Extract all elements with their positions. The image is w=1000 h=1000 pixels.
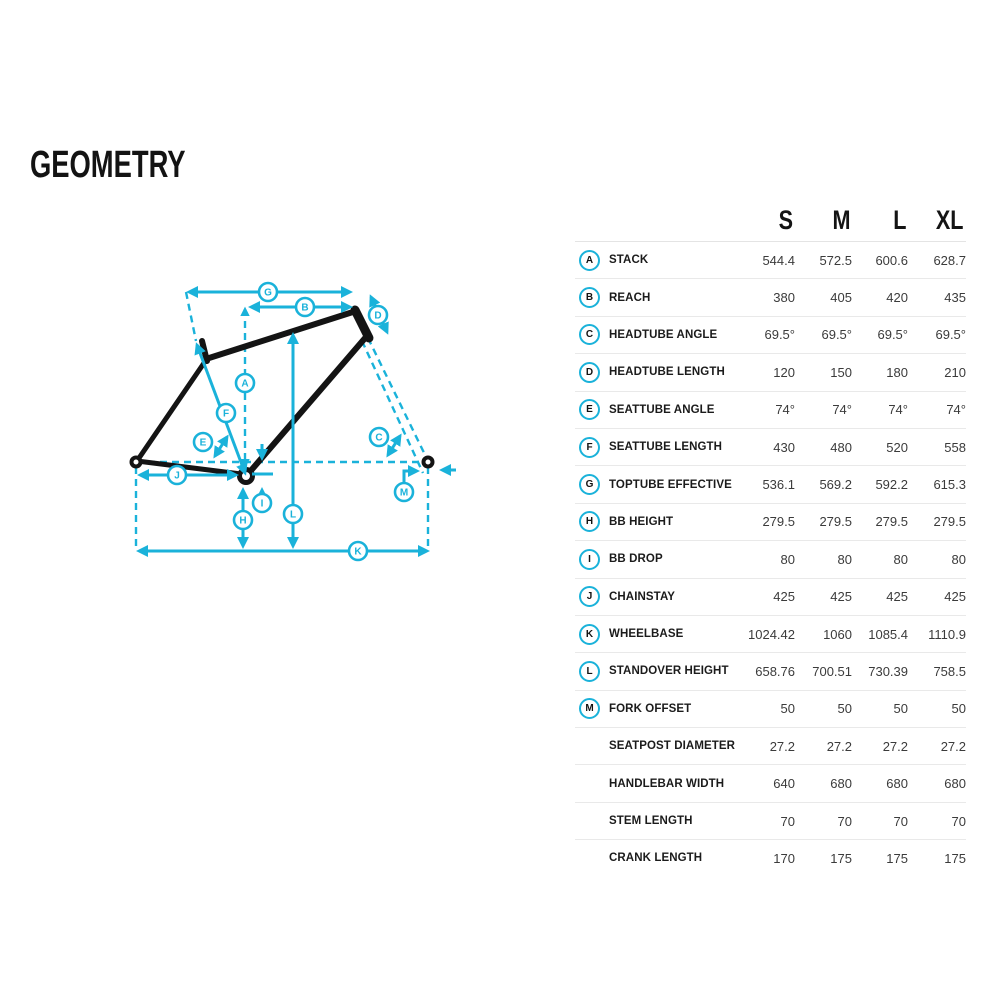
row-value: 70 [893, 813, 908, 829]
row-badge [579, 586, 600, 607]
row-badge [579, 250, 600, 271]
size-header-row [575, 200, 966, 242]
row-value: 50 [837, 701, 852, 717]
table-row [575, 803, 966, 840]
row-value: 69.5° [935, 327, 966, 343]
table-row [575, 279, 966, 316]
svg-text:C: C [375, 432, 383, 444]
row-value: 435 [944, 290, 966, 306]
row-label: CRANK LENGTH [609, 852, 703, 865]
row-value: 758.5 [933, 663, 966, 679]
row-value: 730.39 [868, 663, 908, 679]
row-value: 536.1 [762, 477, 795, 493]
row-label: SEATTUBE LENGTH [609, 441, 723, 454]
row-value: 544.4 [762, 252, 795, 268]
row-badge-letter: F [586, 441, 593, 453]
row-value: 640 [773, 776, 795, 792]
row-value: 592.2 [875, 477, 908, 493]
row-value: 569.2 [819, 477, 852, 493]
row-value: 50 [780, 701, 795, 717]
row-value: 70 [837, 813, 852, 829]
row-badge [579, 698, 600, 719]
table-row [575, 728, 966, 765]
table-row [575, 616, 966, 653]
table-row [575, 840, 966, 876]
row-label: CHAINSTAY [609, 590, 676, 603]
badge-K [349, 542, 367, 560]
row-value: 69.5° [821, 327, 852, 343]
row-label: STEM LENGTH [609, 815, 693, 828]
badge-A [236, 374, 254, 392]
row-value: 74° [775, 402, 795, 418]
row-label: TOPTUBE EFFECTIVE [609, 478, 732, 491]
headtube-angle-arrow-C [388, 436, 400, 455]
row-label: REACH [609, 291, 651, 304]
row-value: 380 [773, 290, 795, 306]
svg-text:H: H [239, 515, 247, 527]
row-value: 405 [830, 290, 852, 306]
svg-text:G: G [264, 287, 272, 299]
row-value: 425 [830, 589, 852, 605]
row-badge [579, 624, 600, 645]
geometry-table-body [575, 242, 966, 877]
size-column-l: L [892, 205, 906, 235]
table-row [575, 392, 966, 429]
page-title: GEOMETRY [30, 144, 186, 186]
row-value: 680 [944, 776, 966, 792]
row-value: 658.76 [755, 663, 795, 679]
row-value: 615.3 [933, 477, 966, 493]
table-row [575, 317, 966, 354]
down-tube [248, 337, 366, 474]
row-value: 425 [886, 589, 908, 605]
row-badge-letter: J [586, 591, 593, 603]
table-row [575, 765, 966, 802]
row-badge-letter: A [585, 254, 594, 266]
svg-text:E: E [199, 437, 207, 449]
row-value: 1085.4 [868, 626, 908, 642]
row-badge [579, 287, 600, 308]
row-badge [579, 399, 600, 420]
svg-text:I: I [260, 498, 264, 510]
row-value: 1060 [823, 626, 852, 642]
row-value: 425 [944, 589, 966, 605]
row-value: 279.5 [762, 514, 795, 530]
badge-M [395, 483, 413, 501]
row-badge [579, 511, 600, 532]
table-row [575, 691, 966, 728]
row-badge-letter: E [586, 404, 593, 416]
row-value: 120 [773, 364, 795, 380]
row-value: 180 [886, 364, 908, 380]
row-badge-letter: L [586, 665, 593, 677]
row-badge [579, 362, 600, 383]
row-value: 27.2 [769, 738, 795, 754]
row-badge [579, 474, 600, 495]
row-badge [579, 437, 600, 458]
head-tube [355, 310, 369, 338]
row-value: 27.2 [826, 738, 852, 754]
svg-text:L: L [289, 509, 297, 521]
svg-text:D: D [374, 310, 382, 322]
svg-text:F: F [222, 408, 230, 420]
badge-H [234, 511, 252, 529]
badge-B [296, 298, 314, 316]
front-axle [424, 458, 433, 467]
row-value: 50 [893, 701, 908, 717]
row-value: 700.51 [812, 663, 852, 679]
row-label: SEATTUBE ANGLE [609, 403, 715, 416]
row-value: 27.2 [882, 738, 908, 754]
row-value: 74° [832, 402, 852, 418]
badge-J [168, 466, 186, 484]
row-badge-letter: M [585, 703, 594, 715]
row-badge-letter: I [588, 553, 591, 565]
row-badge-letter: G [585, 479, 594, 491]
row-badge-letter: D [585, 366, 594, 378]
row-value: 279.5 [875, 514, 908, 530]
svg-text:M: M [399, 487, 409, 499]
row-label: SEATPOST DIAMETER [609, 740, 736, 753]
top-tube [206, 311, 356, 359]
row-value: 80 [951, 551, 966, 567]
row-label: HEADTUBE LENGTH [609, 366, 725, 379]
row-value: 1024.42 [748, 626, 795, 642]
table-row [575, 504, 966, 541]
row-value: 600.6 [875, 252, 908, 268]
row-value: 70 [780, 813, 795, 829]
badge-F [217, 404, 235, 422]
seattube-angle-arrow-E [215, 437, 227, 456]
row-value: 628.7 [933, 252, 966, 268]
row-value: 425 [773, 589, 795, 605]
badge-I [253, 494, 271, 512]
table-row [575, 354, 966, 391]
row-badge-letter: H [585, 516, 594, 528]
badge-L [284, 505, 302, 523]
svg-text:A: A [241, 378, 249, 390]
badge-C [370, 428, 388, 446]
row-value: 1110.9 [928, 626, 966, 642]
table-row [575, 242, 966, 279]
row-value: 150 [830, 364, 852, 380]
badge-D [369, 306, 387, 324]
row-badge-letter: K [585, 628, 594, 640]
row-value: 170 [773, 850, 795, 866]
row-label: FORK OFFSET [609, 702, 692, 715]
table-row [575, 429, 966, 466]
row-value: 69.5° [764, 327, 795, 343]
row-value: 572.5 [819, 252, 852, 268]
row-value: 558 [944, 439, 966, 455]
row-value: 210 [944, 364, 966, 380]
svg-text:B: B [301, 302, 309, 314]
row-value: 27.2 [940, 738, 966, 754]
row-value: 69.5° [877, 327, 908, 343]
row-value: 50 [951, 701, 966, 717]
table-row [575, 466, 966, 503]
row-value: 80 [893, 551, 908, 567]
row-value: 680 [886, 776, 908, 792]
row-label: HEADTUBE ANGLE [609, 328, 718, 341]
row-value: 680 [830, 776, 852, 792]
row-badge [579, 661, 600, 682]
svg-text:K: K [354, 546, 362, 558]
row-badge-letter: C [585, 329, 594, 341]
svg-text:J: J [174, 470, 180, 482]
row-value: 175 [830, 850, 852, 866]
row-value: 70 [951, 813, 966, 829]
seattube-axis-extension-line [186, 292, 196, 341]
row-value: 74° [888, 402, 908, 418]
row-value: 480 [830, 439, 852, 455]
size-column-m: M [832, 205, 850, 235]
size-column-xl: XL [936, 205, 964, 235]
row-value: 279.5 [819, 514, 852, 530]
geometry-table [575, 200, 975, 877]
row-value: 175 [886, 850, 908, 866]
steering-axis-line [362, 341, 423, 473]
row-value: 80 [780, 551, 795, 567]
row-label: HANDLEBAR WIDTH [609, 777, 725, 790]
table-row [575, 579, 966, 616]
rear-axle [132, 458, 141, 467]
row-label: STANDOVER HEIGHT [609, 665, 729, 678]
row-badge [579, 324, 600, 345]
row-label: WHEELBASE [609, 628, 684, 641]
row-label: STACK [609, 254, 649, 267]
bike-geometry-diagram [125, 275, 470, 565]
badge-G [259, 283, 277, 301]
size-column-s: S [778, 205, 793, 235]
row-value: 74° [946, 402, 966, 418]
row-value: 420 [886, 290, 908, 306]
row-value: 80 [837, 551, 852, 567]
row-badge [579, 549, 600, 570]
row-value: 430 [773, 439, 795, 455]
table-row [575, 541, 966, 578]
badge-E [194, 433, 212, 451]
row-value: 279.5 [933, 514, 966, 530]
table-row [575, 653, 966, 690]
row-value: 175 [944, 850, 966, 866]
row-label: BB DROP [609, 553, 663, 566]
row-value: 520 [886, 439, 908, 455]
row-label: BB HEIGHT [609, 515, 674, 528]
row-badge-letter: B [585, 292, 594, 304]
